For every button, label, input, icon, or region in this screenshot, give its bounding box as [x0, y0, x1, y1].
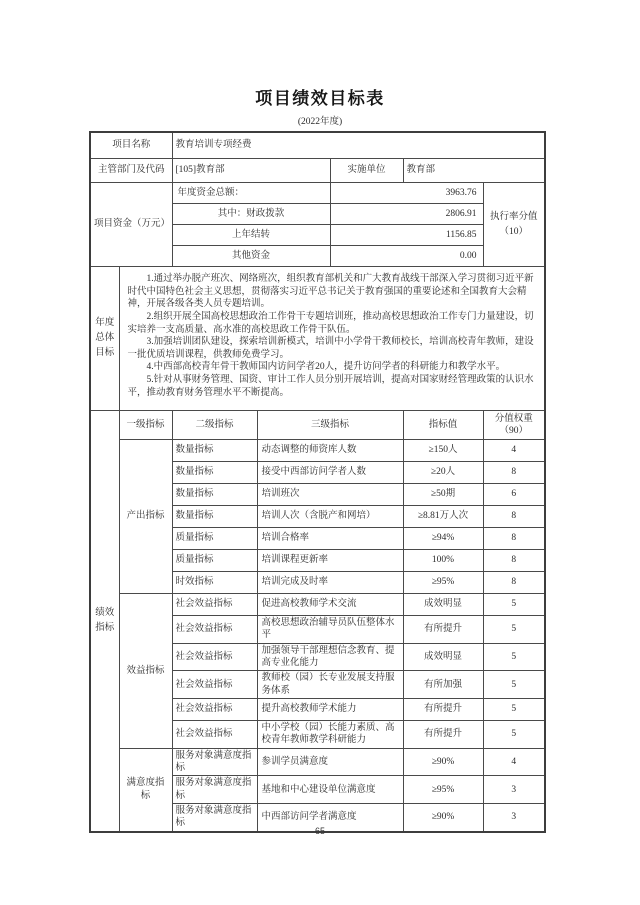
header-weight-total: （90）: [499, 426, 529, 436]
indicator-level2-cell: 社会效益指标: [172, 699, 257, 721]
indicator-level3-cell: 动态调整的师资库人数: [257, 440, 403, 462]
indicator-weight-cell: 5: [483, 671, 545, 699]
indicator-level3-cell: 参训学员满意度: [257, 748, 403, 776]
goal-paragraph: 1.通过举办脱产班次、网络班次，组织教育部机关和广大教育战线干部深入学习贯彻习近平新时代中国特色社会主义思想，贯彻落实习近平总书记关于教育强国的重要论述和全国教育大会精神，开展各级各类人员专题培训。: [127, 274, 534, 310]
indicator-weight-cell: 5: [483, 594, 545, 616]
indicator-level3-cell: 培训人次（含脱产和网培）: [257, 506, 403, 528]
indicator-level2-cell: 社会效益指标: [172, 721, 257, 749]
indicator-level3-cell: 接受中西部访问学者人数: [257, 462, 403, 484]
document-title: 项目绩效目标表: [255, 89, 385, 108]
header-value: 指标值: [403, 411, 483, 440]
fund-row-label: 年度资金总额：: [172, 183, 330, 204]
execution-rate-label: 执行率分值: [490, 212, 538, 223]
indicator-weight-cell: 6: [483, 484, 545, 506]
performance-target-table: [89, 131, 546, 833]
goal-paragraph: 2.组织开展全国高校思想政治工作骨干专题培训班，推动高校思想政治工作专门力量建设，切实培养一支高质量、高水准的高校思政工作骨干队伍。: [127, 311, 534, 335]
fund-row-value: 1156.85: [330, 225, 483, 246]
header-level3: 三级指标: [257, 411, 403, 440]
indicator-level2-cell: 质量指标: [172, 528, 257, 550]
indicator-weight-cell: 4: [483, 748, 545, 776]
indicator-value-cell: 成效明显: [403, 643, 483, 671]
indicator-value-cell: 有所提升: [403, 699, 483, 721]
indicator-value-cell: 有所加强: [403, 671, 483, 699]
indicator-weight-cell: 5: [483, 643, 545, 671]
group-name-cell: 效益指标: [119, 594, 172, 749]
indicator-level2-cell: 时效指标: [172, 572, 257, 594]
header-level2: 二级指标: [172, 411, 257, 440]
indicator-weight-cell: 8: [483, 506, 545, 528]
indicator-weight-cell: 8: [483, 462, 545, 484]
annual-goal-text-cell: [119, 267, 545, 411]
indicator-level2-cell: 数量指标: [172, 484, 257, 506]
header-level1: 一级指标: [119, 411, 172, 440]
indicator-level2-cell: 服务对象满意度指标: [172, 776, 257, 804]
implement-unit-label-cell: 实施单位: [330, 159, 403, 183]
indicator-level3-cell: 加强领导干部理想信念教育、提高专业化能力: [257, 643, 403, 671]
indicator-level3-cell: 高校思想政治辅导员队伍整体水平: [257, 616, 403, 644]
fund-row-label: 其中：财政拨款: [172, 204, 330, 225]
indicator-level3-cell: 培训合格率: [257, 528, 403, 550]
project-name-label-cell: 项目名称: [90, 132, 172, 159]
execution-rate-score: （10）: [499, 226, 529, 237]
header-weight-label: 分值权重: [494, 413, 533, 424]
fund-row-label: 上年结转: [172, 225, 330, 246]
indicator-level3-cell: 中小学校（园）长能力素质、高校青年教师教学科研能力: [257, 721, 403, 749]
indicator-weight-cell: 8: [483, 572, 545, 594]
indicator-weight-cell: 5: [483, 616, 545, 644]
indicator-level2-cell: 社会效益指标: [172, 594, 257, 616]
group-name-cell: 产出指标: [119, 440, 172, 594]
indicator-value-cell: ≥94%: [403, 528, 483, 550]
fund-row-value: 0.00: [330, 246, 483, 267]
page-number: 65: [314, 826, 325, 836]
annual-goal-label-cell: [90, 267, 119, 411]
indicator-level3-cell: 培训完成及时率: [257, 572, 403, 594]
indicator-level3-cell: 中西部访问学者满意度: [257, 804, 403, 832]
funds-section-label-cell: 项目资金（万元）: [90, 183, 172, 267]
annual-goal-label: 年度总体目标: [95, 318, 115, 358]
indicator-level3-cell: 基地和中心建设单位满意度: [257, 776, 403, 804]
goal-paragraph: 3.加强培训团队建设，探索培训新模式，培训中小学骨干教师校长，培训高校青年教师，建设一批优质培训课程，供教师免费学习。: [127, 337, 534, 360]
indicator-level3-cell: 提升高校教师学术能力: [257, 699, 403, 721]
indicator-weight-cell: 5: [483, 721, 545, 749]
indicator-level2-cell: 服务对象满意度指标: [172, 748, 257, 776]
indicator-weight-cell: 3: [483, 776, 545, 804]
indicator-value-cell: 100%: [403, 550, 483, 572]
department-value-cell: [105]教育部: [172, 159, 330, 183]
indicator-value-cell: ≥8.81万人次: [403, 506, 483, 528]
indicator-value-cell: ≥90%: [403, 748, 483, 776]
indicator-level3-cell: 培训班次: [257, 484, 403, 506]
indicator-level2-cell: 数量指标: [172, 462, 257, 484]
header-weight: [483, 411, 545, 440]
indicator-weight-cell: 8: [483, 550, 545, 572]
indicator-level2-cell: 社会效益指标: [172, 671, 257, 699]
indicator-level3-cell: 培训课程更新率: [257, 550, 403, 572]
indicator-value-cell: ≥20人: [403, 462, 483, 484]
indicator-value-cell: ≥95%: [403, 776, 483, 804]
indicator-level3-cell: 促进高校教师学术交流: [257, 594, 403, 616]
indicators-section-label: 绩效指标: [95, 608, 115, 633]
indicator-weight-cell: 5: [483, 699, 545, 721]
fund-row-label: 其他资金: [172, 246, 330, 267]
indicators-section-label-cell: [90, 411, 119, 832]
fund-row-value: 3963.76: [330, 183, 483, 204]
group-name-cell: 满意度指标: [119, 748, 172, 832]
indicator-weight-cell: 8: [483, 528, 545, 550]
indicator-value-cell: ≥150人: [403, 440, 483, 462]
indicator-weight-cell: 3: [483, 804, 545, 832]
indicator-level2-cell: 数量指标: [172, 506, 257, 528]
indicator-level3-cell: 教师校（园）长专业发展支持服务体系: [257, 671, 403, 699]
goal-paragraph: 5.针对从事财务管理、国资、审计工作人员分别开展培训，提高对国家财经管理政策的认识水平，推动教育财务管理水平不断提高。: [127, 375, 534, 398]
fund-row-value: 2806.91: [330, 204, 483, 225]
indicator-value-cell: ≥90%: [403, 804, 483, 832]
goal-paragraph: 4.中西部高校青年骨干教师国内访问学者20人，提升访问学者的科研能力和教学水平。: [146, 362, 506, 373]
indicator-level2-cell: 社会效益指标: [172, 643, 257, 671]
indicator-weight-cell: 4: [483, 440, 545, 462]
indicator-value-cell: 有所提升: [403, 721, 483, 749]
indicator-value-cell: ≥95%: [403, 572, 483, 594]
indicator-value-cell: 成效明显: [403, 594, 483, 616]
indicator-level2-cell: 质量指标: [172, 550, 257, 572]
execution-rate-cell: [483, 183, 545, 267]
document-subtitle: (2022年度): [297, 117, 343, 127]
indicator-level2-cell: 社会效益指标: [172, 616, 257, 644]
indicator-level2-cell: 服务对象满意度指标: [172, 804, 257, 832]
implement-unit-value-cell: 教育部: [403, 159, 545, 183]
project-name-value-cell: 教育培训专项经费: [172, 132, 545, 159]
indicator-level2-cell: 数量指标: [172, 440, 257, 462]
department-label-cell: 主管部门及代码: [90, 159, 172, 183]
indicator-value-cell: 有所提升: [403, 616, 483, 644]
indicator-value-cell: ≥50期: [403, 484, 483, 506]
